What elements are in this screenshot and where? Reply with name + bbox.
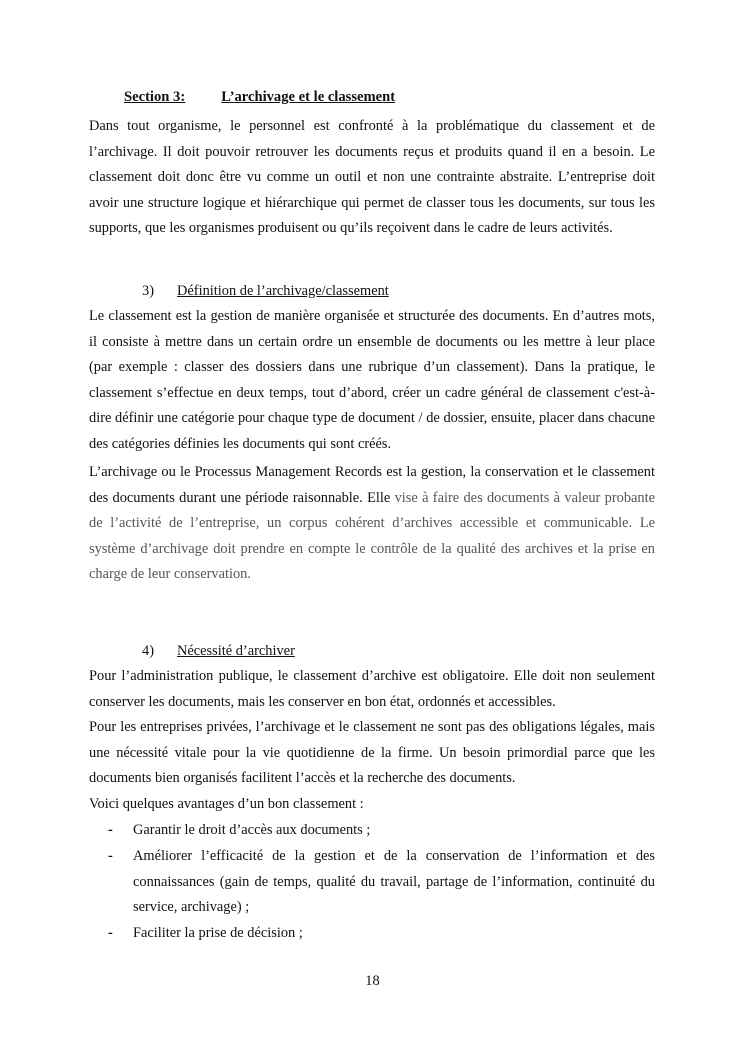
subheading-definition xyxy=(142,283,389,300)
subheading-number: 4) xyxy=(142,643,154,659)
necessity-paragraph-3: Voici quelques avantages d’un bon classement : xyxy=(89,796,364,812)
subheading-number: 3) xyxy=(142,283,154,299)
bullet-dash: - xyxy=(108,822,113,838)
definition-paragraph-2-start: L’archivage ou le Processus Management Records est la gestion, la conservation et le classement des documents durant une période raisonnable. Elle xyxy=(89,464,655,506)
definition-paragraph-2-gray: vise à faire des documents à valeur probante de l’activité de l’entreprise, un corpus cohérent d’archives accessible et communicable. Le système d’archivage doit prendre en compte le contrôle de la qualité des archives et la prise en charge de leur conservation. xyxy=(89,489,655,582)
section-intro-paragraph: Dans tout organisme, le personnel est confronté à la problématique du classement et de l’archivage. Il doit pouvoir retrouver les documents reçus et produits quand il en a besoin. Le classement doit donc être vu comme un outil et non une contrainte abstraite. L’entreprise doit avoir une structure logique et hiérarchique qui permet de classer tous les documents, sur tous les supports, que les organismes produisent ou qu’ils reçoivent dans le cadre de leurs activités. xyxy=(89,118,655,236)
page-number: 18 xyxy=(365,973,380,989)
definition-paragraph-1: Le classement est la gestion de manière organisée et structurée des documents. En d’autres mots, il consiste à mettre dans un certain ordre un ensemble de documents ou les mettre à leur place (par exemple : classer des dossiers dans une rubrique d’un classement). Dans la pratique, le classement s’effectue en deux temps, tout d’abord, créer un cadre général de classement c'est-à-dire définir une catégorie pour chaque type de document / de dossier, ensuite, placer dans chacune des catégories définies les documents qui sont créés. xyxy=(89,308,655,452)
necessity-paragraph-1: Pour l’administration publique, le classement d’archive est obligatoire. Elle doit non seulement conserver les documents, mais les conserver en bon état, ordonnés et accessibles. xyxy=(89,668,655,710)
section-label: Section 3: xyxy=(124,89,186,105)
bullet-dash: - xyxy=(108,925,113,941)
list-item xyxy=(108,818,655,844)
list-item-text: Faciliter la prise de décision ; xyxy=(133,925,303,941)
list-item-text: Garantir le droit d’accès aux documents ; xyxy=(133,822,371,838)
subheading-title: Définition de l’archivage/classement xyxy=(177,283,389,299)
section-heading xyxy=(124,89,395,106)
list-item xyxy=(108,844,655,921)
definition-paragraph-2 xyxy=(89,460,655,588)
list-item xyxy=(108,921,655,947)
list-item-text: Améliorer l’efficacité de la gestion et de la conservation de l’information et des connaissances (gain de temps, qualité du travail, partage de l’information, continuité du service, archivage) ; xyxy=(133,848,655,915)
bullet-dash: - xyxy=(108,848,113,864)
subheading-title: Nécessité d’archiver xyxy=(177,643,295,659)
necessity-paragraph-2: Pour les entreprises privées, l’archivage et le classement ne sont pas des obligations légales, mais une nécessité vitale pour la vie quotidienne de la firme. Un besoin primordial parce que les documents bien organisés facilitent l’accès et la recherche des documents. xyxy=(89,719,655,786)
section-title: L’archivage et le classement xyxy=(221,89,396,105)
subheading-necessity xyxy=(142,643,295,660)
